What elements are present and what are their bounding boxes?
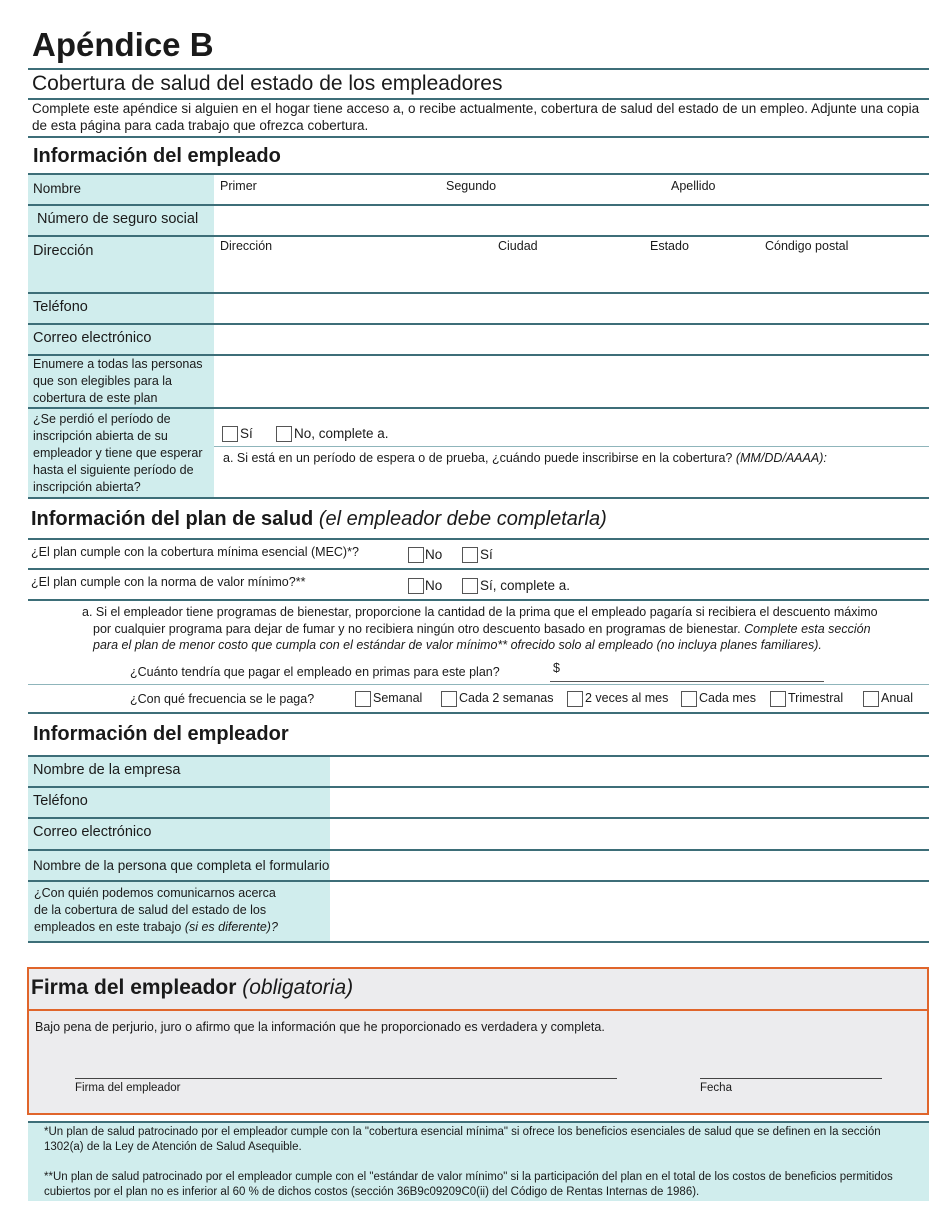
divider <box>28 538 929 540</box>
employer-phone-label: Teléfono <box>33 793 88 809</box>
first-name-label: Primer <box>220 179 257 193</box>
employer-email-input[interactable] <box>330 819 929 848</box>
plan-heading-text: Información del plan de salud <box>31 508 314 530</box>
signature-heading-note: (obligatoria) <box>242 976 354 999</box>
freq-monthly-checkbox[interactable] <box>681 691 697 707</box>
divider <box>28 684 929 685</box>
divider <box>214 446 929 447</box>
contact-label-line <box>34 919 278 935</box>
missed-enrollment-label-line: inscripción abierta? <box>33 480 141 494</box>
waiting-period-format: (MM/DD/AAAA): <box>735 451 827 465</box>
signature-caption: Firma del empleador <box>75 1082 181 1094</box>
freq-semimonthly-label: 2 veces al mes <box>585 691 669 705</box>
contact-label-line: de la cobertura de salud del estado de los <box>34 903 267 917</box>
phone-label: Teléfono <box>33 299 88 315</box>
last-name-label: Apellido <box>671 179 716 193</box>
contact-note: (si es diferente)? <box>184 920 278 934</box>
eligible-label-line: cobertura de este plan <box>33 391 158 405</box>
premium-amount-input[interactable] <box>565 660 824 680</box>
min-value-yes-checkbox[interactable] <box>462 578 478 594</box>
divider <box>28 235 929 237</box>
company-name-label: Nombre de la empresa <box>33 762 181 778</box>
employer-email-label: Correo electrónico <box>33 824 152 840</box>
mec-yes-label: Sí <box>480 547 493 562</box>
currency-symbol: $ <box>553 661 560 675</box>
freq-quarterly-label: Trimestral <box>788 691 844 705</box>
page-subtitle: Cobertura de salud del estado de los empleadores <box>32 72 503 95</box>
freq-weekly-checkbox[interactable] <box>355 691 371 707</box>
plan-heading-note: (el empleador debe completarla) <box>318 508 607 530</box>
company-name-input[interactable] <box>330 757 929 785</box>
min-value-no-checkbox[interactable] <box>408 578 424 594</box>
wellness-note: Complete esta sección <box>744 622 871 636</box>
mec-question: ¿El plan cumple con la cobertura mínima esencial (MEC)*? <box>31 545 359 559</box>
contact-person-input[interactable] <box>330 882 929 940</box>
freq-quarterly-checkbox[interactable] <box>770 691 786 707</box>
freq-weekly-label: Semanal <box>373 691 423 705</box>
wellness-instruction-line: para el plan de menor costo que cumpla con el estándar de valor mínimo** ofrecido solo al empleado (no incluya planes familiares). <box>93 638 822 652</box>
name-label: Nombre <box>33 181 82 196</box>
waiting-period-date-input[interactable] <box>214 468 929 496</box>
mec-yes-checkbox[interactable] <box>462 547 478 563</box>
missed-yes-checkbox[interactable] <box>222 426 238 442</box>
wellness-instruction-line <box>93 621 871 637</box>
missed-no-checkbox[interactable] <box>276 426 292 442</box>
mec-no-checkbox[interactable] <box>408 547 424 563</box>
waiting-period-question <box>223 450 827 466</box>
min-value-question: ¿El plan cumple con la norma de valor mínimo?** <box>31 575 306 589</box>
date-line <box>700 1078 882 1079</box>
attestation-text: Bajo pena de perjurio, juro o afirmo que la información que he proporcionado es verdadera y completa. <box>35 1020 605 1034</box>
missed-no-label: No, complete a. <box>294 426 389 441</box>
ssn-input[interactable] <box>214 206 929 235</box>
freq-semimonthly-checkbox[interactable] <box>567 691 583 707</box>
wellness-text: por cualquier programa para dejar de fumar y no recibiera ningún otro descuento basado en programas de bienestar. <box>93 622 741 636</box>
divider <box>28 712 929 714</box>
divider <box>28 407 929 409</box>
email-label: Correo electrónico <box>33 330 152 346</box>
footnote-mv-line: **Un plan de salud patrocinado por el empleador cumple con el "estándar de valor mínimo" si la participación del plan en el total de los costos de beneficios permitidos <box>44 1171 893 1183</box>
eligible-label-line: Enumere a todas las personas <box>33 357 203 371</box>
mec-no-label: No <box>425 547 443 562</box>
date-input[interactable] <box>700 1052 882 1077</box>
footnote-mec-line: *Un plan de salud patrocinado por el empleador cumple con la "cobertura esencial mínima" si ofrece los beneficios esenciales de salud que se definen en la sección <box>44 1126 881 1138</box>
divider <box>28 568 929 570</box>
footnote-mv-line: cubiertos por el plan no es inferior al 60 % de dichos costos (sección 36B9c09209C0(ii) del Código de Rentas Internas de 1986). <box>44 1186 700 1198</box>
divider <box>29 1009 927 1011</box>
contact-text: empleados en este trabajo <box>34 920 182 934</box>
email-input[interactable] <box>214 325 929 354</box>
employer-phone-input[interactable] <box>330 788 929 816</box>
freq-annual-label: Anual <box>881 691 913 705</box>
min-value-no-label: No <box>425 578 443 593</box>
address-input[interactable] <box>214 255 929 291</box>
premium-input-line <box>550 681 824 682</box>
street-label: Dirección <box>220 239 273 253</box>
city-label: Ciudad <box>498 239 538 253</box>
missed-yes-label: Sí <box>240 426 253 441</box>
missed-enrollment-label-line: hasta el siguiente período de <box>33 463 194 477</box>
preparer-name-input[interactable] <box>330 851 929 879</box>
date-caption: Fecha <box>700 1082 732 1094</box>
divider <box>28 941 929 943</box>
divider <box>28 1121 929 1123</box>
wellness-instruction-line: a. Si el empleador tiene programas de bienestar, proporcione la cantidad de la prima que el empleado pagaría si recibiera el descuento máximo <box>82 605 878 619</box>
divider <box>28 497 929 499</box>
signature-heading <box>31 975 353 1001</box>
freq-annual-checkbox[interactable] <box>863 691 879 707</box>
preparer-name-label: Nombre de la persona que completa el formulario <box>33 858 330 873</box>
freq-biweekly-label: Cada 2 semanas <box>459 691 554 705</box>
waiting-period-text: a. Si está en un período de espera o de prueba, ¿cuándo puede inscribirse en la cobertura? <box>223 451 733 465</box>
premium-question: ¿Cuánto tendría que pagar el empleado en primas para este plan? <box>130 665 500 679</box>
footnote-mec-line: 1302(a) de la Ley de Atención de Salud Asequible. <box>44 1141 302 1153</box>
state-label: Estado <box>650 239 689 253</box>
signature-heading-text: Firma del empleador <box>31 976 237 999</box>
contact-label-line: ¿Con quién podemos comunicarnos acerca <box>34 886 276 900</box>
middle-name-label: Segundo <box>446 179 497 193</box>
divider <box>28 136 929 138</box>
missed-enrollment-label-line: ¿Se perdió el período de <box>33 412 171 426</box>
zip-label: Cóndigo postal <box>765 239 849 253</box>
freq-monthly-label: Cada mes <box>699 691 756 705</box>
min-value-yes-label: Sí, complete a. <box>480 578 571 593</box>
intro-text: Complete este apéndice si alguien en el hogar tiene acceso a, o recibe actualmente, cobertura de salud del estado de un empleo. Adjunte una copia de esta página para cada trabajo que ofrezca cobertura. <box>32 101 920 133</box>
pay-frequency-question: ¿Con qué frecuencia se le paga? <box>130 692 315 706</box>
employer-section-heading: Información del empleador <box>33 723 289 745</box>
ssn-label: Número de seguro social <box>37 211 199 227</box>
plan-section-heading <box>31 507 607 531</box>
missed-enrollment-label-line: inscripción abierta de su <box>33 429 168 443</box>
freq-biweekly-checkbox[interactable] <box>441 691 457 707</box>
eligible-persons-input[interactable] <box>214 356 929 406</box>
signature-input[interactable] <box>75 1052 617 1077</box>
missed-enrollment-label-line: empleador y tiene que esperar <box>33 446 203 460</box>
divider <box>28 68 929 70</box>
page-title: Apéndice B <box>32 26 214 63</box>
eligible-label-line: que son elegibles para la <box>33 374 172 388</box>
phone-input[interactable] <box>214 294 929 323</box>
address-label: Dirección <box>33 243 94 259</box>
signature-line <box>75 1078 617 1079</box>
employee-section-heading: Información del empleado <box>33 145 281 167</box>
divider <box>28 599 929 601</box>
